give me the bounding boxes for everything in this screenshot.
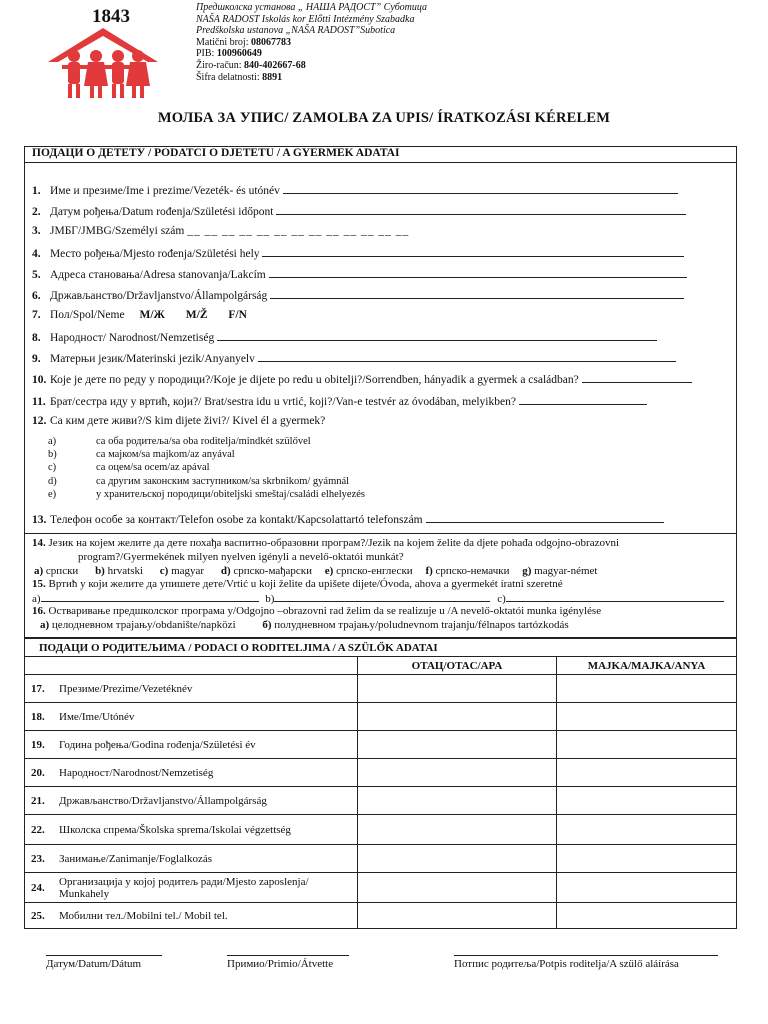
gender-option[interactable]: M/Ž [185, 309, 208, 321]
father-cell[interactable] [358, 759, 557, 787]
field-citizenship[interactable]: 6. Држављанство/Državljanstvo/Állampolgárság [32, 288, 684, 302]
mother-cell[interactable] [557, 675, 737, 703]
parent-signature-label: Потпис родитеља/Potpis roditelja/A szülő aláírása [454, 958, 679, 970]
institution-line: Предшколска установа „ НАША РАДОСТ” Суботица [196, 2, 428, 13]
father-cell[interactable] [358, 815, 557, 845]
q14-line2: program?/Gyermekének milyen nyelven igényli a nevelő-oktatói munkát? [78, 551, 404, 563]
table-row: 20. Народност/Narodnost/Nemzetiség [25, 759, 737, 787]
table-row: 25. Мобилни тел./Mobilni tel./ Mobil tel. [25, 903, 737, 929]
table-row: 21. Држављанство/Državljanstvo/Állampolgárság [25, 787, 737, 815]
table-row: 24. Организација у којој родитељ ради/Mjesto zaposlenja/ Munkahely [25, 873, 737, 903]
institution-line: Predškolska ustanova „NAŠA RADOST”Subotica [196, 25, 396, 37]
language-option[interactable]: a) српски [34, 565, 79, 577]
father-cell[interactable] [358, 845, 557, 873]
date-label: Датум/Datum/Dátum [46, 958, 142, 970]
table-row: 23. Занимање/Zanimanje/Foglalkozás [25, 845, 737, 873]
field-address[interactable]: 5. Адреса становања/Adresa stanovanja/Lakcím [32, 267, 687, 281]
program-option-half-day[interactable]: б) полудневном трајању/poludnevnom trajanju/félnapos tartózkodás [262, 619, 569, 631]
language-options [34, 565, 597, 577]
language-option[interactable]: f) српско-немачки [425, 565, 510, 577]
field-full-name[interactable]: 1. Име и презиме/Ime i prezime/Vezeték- és utónév [32, 183, 678, 197]
institution-info [196, 2, 427, 83]
language-option[interactable]: d) српско-мађарски [220, 565, 313, 577]
field-birth-date[interactable]: 2. Датум рођења/Datum rođenja/Születési időpont [32, 204, 686, 218]
field-jmbg[interactable]: 3. ЈМБГ/JMBG/Személyi szám __ __ __ __ __ __ __ __ __ __ __ __ __ [32, 225, 410, 237]
q15-slots [32, 591, 724, 605]
page-title: МОЛБА ЗА УПИС/ ZAMOLBA ZA UPIS/ ÍRATKOZÁSI KÉRELEM [157, 110, 611, 126]
father-cell[interactable] [358, 731, 557, 759]
logo-year: 1843 [92, 6, 130, 27]
living-option[interactable]: e) у хранитељској породици/obiteljski smeštaj/családi elhelyezés [48, 489, 365, 500]
mother-cell[interactable] [557, 873, 737, 903]
father-cell[interactable] [358, 703, 557, 731]
field-contact-phone[interactable]: 13. Телефон особе за контакт/Telefon osobe za kontakt/Kapcsolattartó telefonszám [32, 512, 664, 526]
father-cell[interactable] [358, 873, 557, 903]
table-row: 19. Година рођења/Godina rođenja/Születési év [25, 731, 737, 759]
q16-options [40, 619, 569, 631]
field-sibling[interactable]: 11. Брат/сестра иду у вртић, који?/ Brat/sestra idu u vrtić, koji?/Van-e testvér az óvodában, melyikben? [32, 394, 647, 408]
institution-line: NAŠA RADOST Iskolás kor Előtti Intézmény Szabadka [196, 13, 415, 25]
father-cell[interactable] [358, 675, 557, 703]
field-birth-place[interactable]: 4. Место рођења/Mjesto rođenja/Születési hely [32, 246, 684, 260]
language-option[interactable]: g) magyar-német [522, 565, 598, 577]
parent-signature-line[interactable] [454, 955, 718, 956]
table-row: 22. Школска спрема/Školska sprema/Iskolai végzettség [25, 815, 737, 845]
mother-cell[interactable] [557, 787, 737, 815]
registry-line: Matični broj: 08067783 [196, 36, 291, 48]
received-signature-line[interactable] [227, 955, 349, 956]
col-mother: MAJKA/MAJKA/ANYA [557, 657, 737, 675]
field-mother-tongue[interactable]: 9. Матерњи језик/Materinski jezik/Anyanyelv [32, 351, 676, 365]
field-birth-order[interactable]: 10. Које је дете по реду у породици?/Koje je dijete po redu u obitelji?/Sorrendben, hányadik a gyermek a családban? [32, 372, 692, 386]
language-option[interactable]: b) hrvatski [95, 565, 144, 577]
language-option[interactable]: e) српско-енглески [324, 565, 413, 577]
parents-table [24, 638, 737, 929]
gender-option[interactable]: F/N [228, 309, 247, 321]
mother-cell[interactable] [557, 703, 737, 731]
q14-line1: 14. Језик на којем желите да дете похађа васпитно-образовни програм?/Jezik na kojem želite da djete pohađa odgojno-obrazovni [32, 537, 620, 549]
col-father: ОТАЦ/OTAC/APA [358, 657, 557, 675]
program-option-full-day[interactable]: a) целодневном трајању/obdanište/napközi [40, 619, 236, 631]
field-nationality[interactable]: 8. Народност/ Narodnost/Nemzetiség [32, 330, 657, 344]
gender-option[interactable]: М/Ж [139, 309, 165, 321]
registry-line: PIB: 100960649 [196, 48, 262, 60]
q16-label: 16. Остваривање предшколског програма у/Odgojno –obrazovni rad želim da se realizuje u /A nevelő-oktatói munka igénylése [32, 605, 602, 617]
kindergarten-slot[interactable]: c) [497, 593, 724, 605]
living-option[interactable]: b) са мајком/sa majkom/az anyával [48, 449, 235, 460]
field-lives-with: 12. Са ким дете живи?/S kim dijete živi?/ Kivel él a gyermek? [32, 415, 326, 427]
registry-line: Šifra delatnosti: 8891 [196, 71, 283, 83]
father-cell[interactable] [358, 903, 557, 929]
registry-line: Žiro-račun: 840-402667-68 [196, 59, 306, 71]
mother-cell[interactable] [557, 815, 737, 845]
father-cell[interactable] [358, 787, 557, 815]
mother-cell[interactable] [557, 903, 737, 929]
living-option[interactable]: c) са оцем/sa ocem/az apával [48, 462, 210, 473]
mother-cell[interactable] [557, 759, 737, 787]
q15-label: 15. Вртић у који желите да упишете дете/Vrtić u koji želite da upišete dijete/Óvoda, ahova a gyermekét íratni szeretné [32, 578, 563, 590]
living-option[interactable]: a) са оба родитеља/sa oba roditelja/mindkét szülővel [48, 436, 311, 447]
kindergarten-logo-icon [48, 28, 158, 100]
table-row: 18. Име/Ime/Utónév [25, 703, 737, 731]
child-section-heading: ПОДАЦИ О ДЕТЕТУ / PODATCI O DJETETU / A GYERMEK ADATAI [32, 147, 400, 159]
language-option[interactable]: c) magyar [159, 565, 205, 577]
kindergarten-slot[interactable]: b) [265, 593, 490, 605]
kindergarten-slot[interactable]: a) [32, 593, 259, 605]
parents-section-heading: ПОДАЦИ О РОДИТЕЉИМА / PODACI O RODITELJIMA / A SZÜLŐK ADATAI [25, 639, 737, 657]
field-gender[interactable]: 7. Пол/Spol/Neme М/Ж M/Ž F/N [32, 309, 247, 321]
table-row: 17. Презиме/Prezime/Vezetéknév [25, 675, 737, 703]
mother-cell[interactable] [557, 731, 737, 759]
date-signature-line[interactable] [46, 955, 162, 956]
mother-cell[interactable] [557, 845, 737, 873]
living-option[interactable]: d) са другим законским заступником/sa skrbnikom/ gyámnál [48, 476, 350, 487]
received-label: Примио/Primio/Átvette [227, 958, 334, 970]
